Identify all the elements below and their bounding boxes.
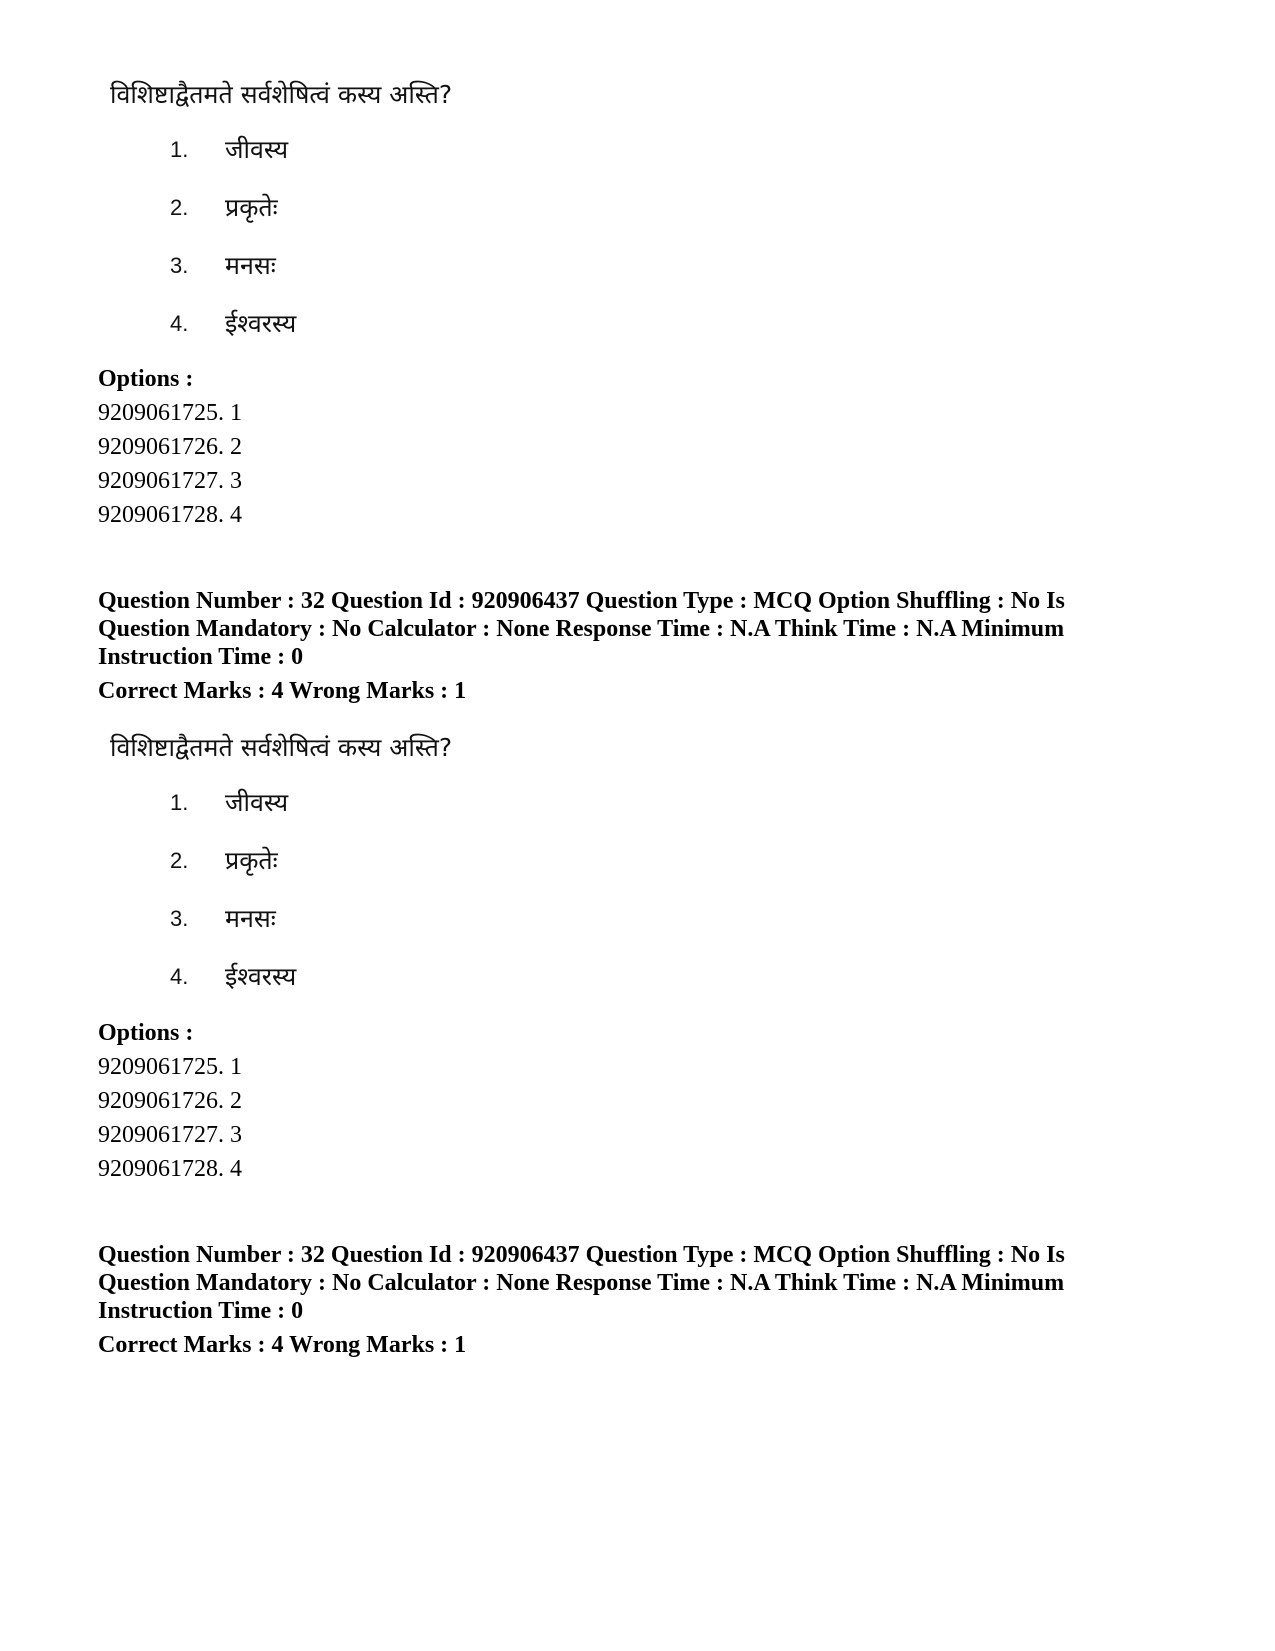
choice-number: 3. (170, 906, 189, 931)
options-list (98, 362, 242, 532)
choice-text: ईश्वरस्य (225, 962, 297, 991)
choice-number: 2. (170, 848, 189, 873)
metadata-line: Question Number : 32 Question Id : 920906437 Question Type : MCQ Option Shuffling : No Is (98, 588, 1065, 614)
choice-text: ईश्वरस्य (225, 309, 297, 338)
option-item: 9209061727. 3 (98, 1122, 242, 1148)
question-text: विशिष्टाद्वैतमते सर्वशेषित्वं कस्य अस्ति? (110, 80, 453, 109)
option-item: 9209061727. 3 (98, 468, 242, 494)
marks-line: Correct Marks : 4 Wrong Marks : 1 (98, 678, 467, 704)
option-item: 9209061726. 2 (98, 434, 242, 460)
question-image-block (110, 728, 510, 1006)
question-metadata (98, 587, 1208, 705)
options-heading: Options : (98, 1020, 194, 1046)
question-metadata (98, 1241, 1208, 1359)
option-item: 9209061728. 4 (98, 502, 242, 528)
choice-text: प्रकृतेः (225, 193, 278, 222)
question-text: विशिष्टाद्वैतमते सर्वशेषित्वं कस्य अस्ति? (110, 733, 453, 762)
option-item: 9209061725. 1 (98, 1054, 242, 1080)
choice-item (110, 179, 510, 237)
choice-item (110, 237, 510, 295)
question-image-block (110, 75, 510, 353)
metadata-line: Instruction Time : 0 (98, 1298, 304, 1324)
choice-item (110, 295, 510, 353)
choice-item (110, 832, 510, 890)
option-item: 9209061728. 4 (98, 1156, 242, 1182)
choice-text: जीवस्य (225, 788, 289, 817)
choice-number: 4. (170, 964, 189, 989)
choice-item (110, 121, 510, 179)
options-list (98, 1016, 242, 1186)
choice-item (110, 890, 510, 948)
metadata-line: Instruction Time : 0 (98, 644, 304, 670)
options-heading: Options : (98, 366, 194, 392)
choice-item (110, 774, 510, 832)
choice-item (110, 948, 510, 1006)
metadata-line: Question Mandatory : No Calculator : None Response Time : N.A Think Time : N.A Minimum (98, 1270, 1065, 1296)
choice-number: 1. (170, 137, 189, 162)
metadata-line: Question Number : 32 Question Id : 920906437 Question Type : MCQ Option Shuffling : No Is (98, 1242, 1065, 1268)
option-item: 9209061726. 2 (98, 1088, 242, 1114)
choice-text: मनसः (225, 251, 276, 280)
choice-text: जीवस्य (225, 135, 289, 164)
choice-text: मनसः (225, 904, 276, 933)
choice-text: प्रकृतेः (225, 846, 278, 875)
choice-number: 3. (170, 253, 189, 278)
choice-number: 2. (170, 195, 189, 220)
marks-line: Correct Marks : 4 Wrong Marks : 1 (98, 1332, 467, 1358)
choice-number: 1. (170, 790, 189, 815)
choice-number: 4. (170, 311, 189, 336)
option-item: 9209061725. 1 (98, 400, 242, 426)
metadata-line: Question Mandatory : No Calculator : None Response Time : N.A Think Time : N.A Minimum (98, 616, 1065, 642)
